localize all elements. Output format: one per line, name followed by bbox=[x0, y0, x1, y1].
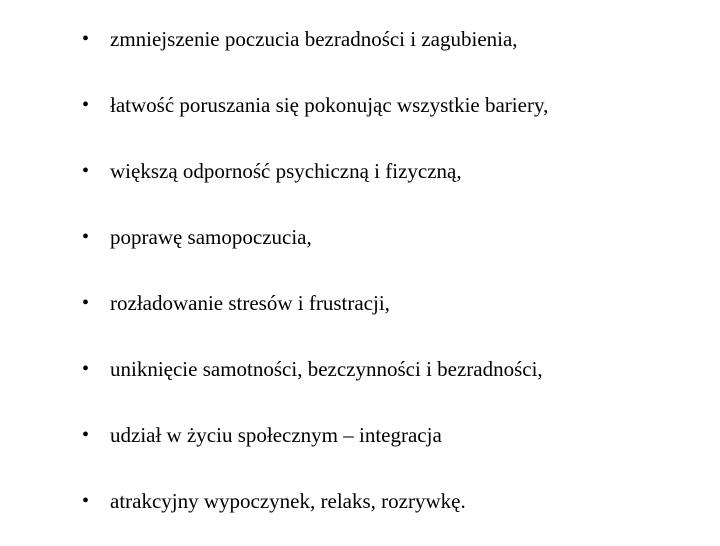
list-item bbox=[82, 84, 548, 126]
list-item bbox=[82, 18, 548, 60]
list-item bbox=[82, 216, 548, 258]
bullet-icon: • bbox=[82, 226, 90, 248]
list-item bbox=[82, 150, 548, 192]
bullet-icon: • bbox=[82, 160, 90, 182]
bullet-icon: • bbox=[82, 28, 90, 50]
list-item-text: poprawę samopoczucia, bbox=[110, 225, 312, 249]
list-item bbox=[82, 414, 548, 456]
bullet-icon: • bbox=[82, 94, 90, 116]
list-item bbox=[82, 348, 548, 390]
bullet-icon: • bbox=[82, 292, 90, 314]
list-item-text: uniknięcie samotności, bezczynności i bezradności, bbox=[110, 357, 543, 381]
list-item bbox=[82, 282, 548, 324]
list-item bbox=[82, 480, 548, 522]
list-item-text: większą odporność psychiczną i fizyczną, bbox=[110, 159, 462, 183]
list-item-text: atrakcyjny wypoczynek, relaks, rozrywkę. bbox=[110, 489, 466, 513]
list-item-text: łatwość poruszania się pokonując wszystkie bariery, bbox=[110, 93, 549, 117]
bullet-icon: • bbox=[82, 358, 90, 380]
bullet-icon: • bbox=[82, 424, 90, 446]
bullet-icon: • bbox=[82, 490, 90, 512]
list-item-text: zmniejszenie poczucia bezradności i zagubienia, bbox=[110, 27, 518, 51]
bullet-list bbox=[82, 18, 548, 546]
list-item-text: rozładowanie stresów i frustracji, bbox=[110, 291, 390, 315]
list-item-text: udział w życiu społecznym – integracja bbox=[110, 423, 442, 447]
